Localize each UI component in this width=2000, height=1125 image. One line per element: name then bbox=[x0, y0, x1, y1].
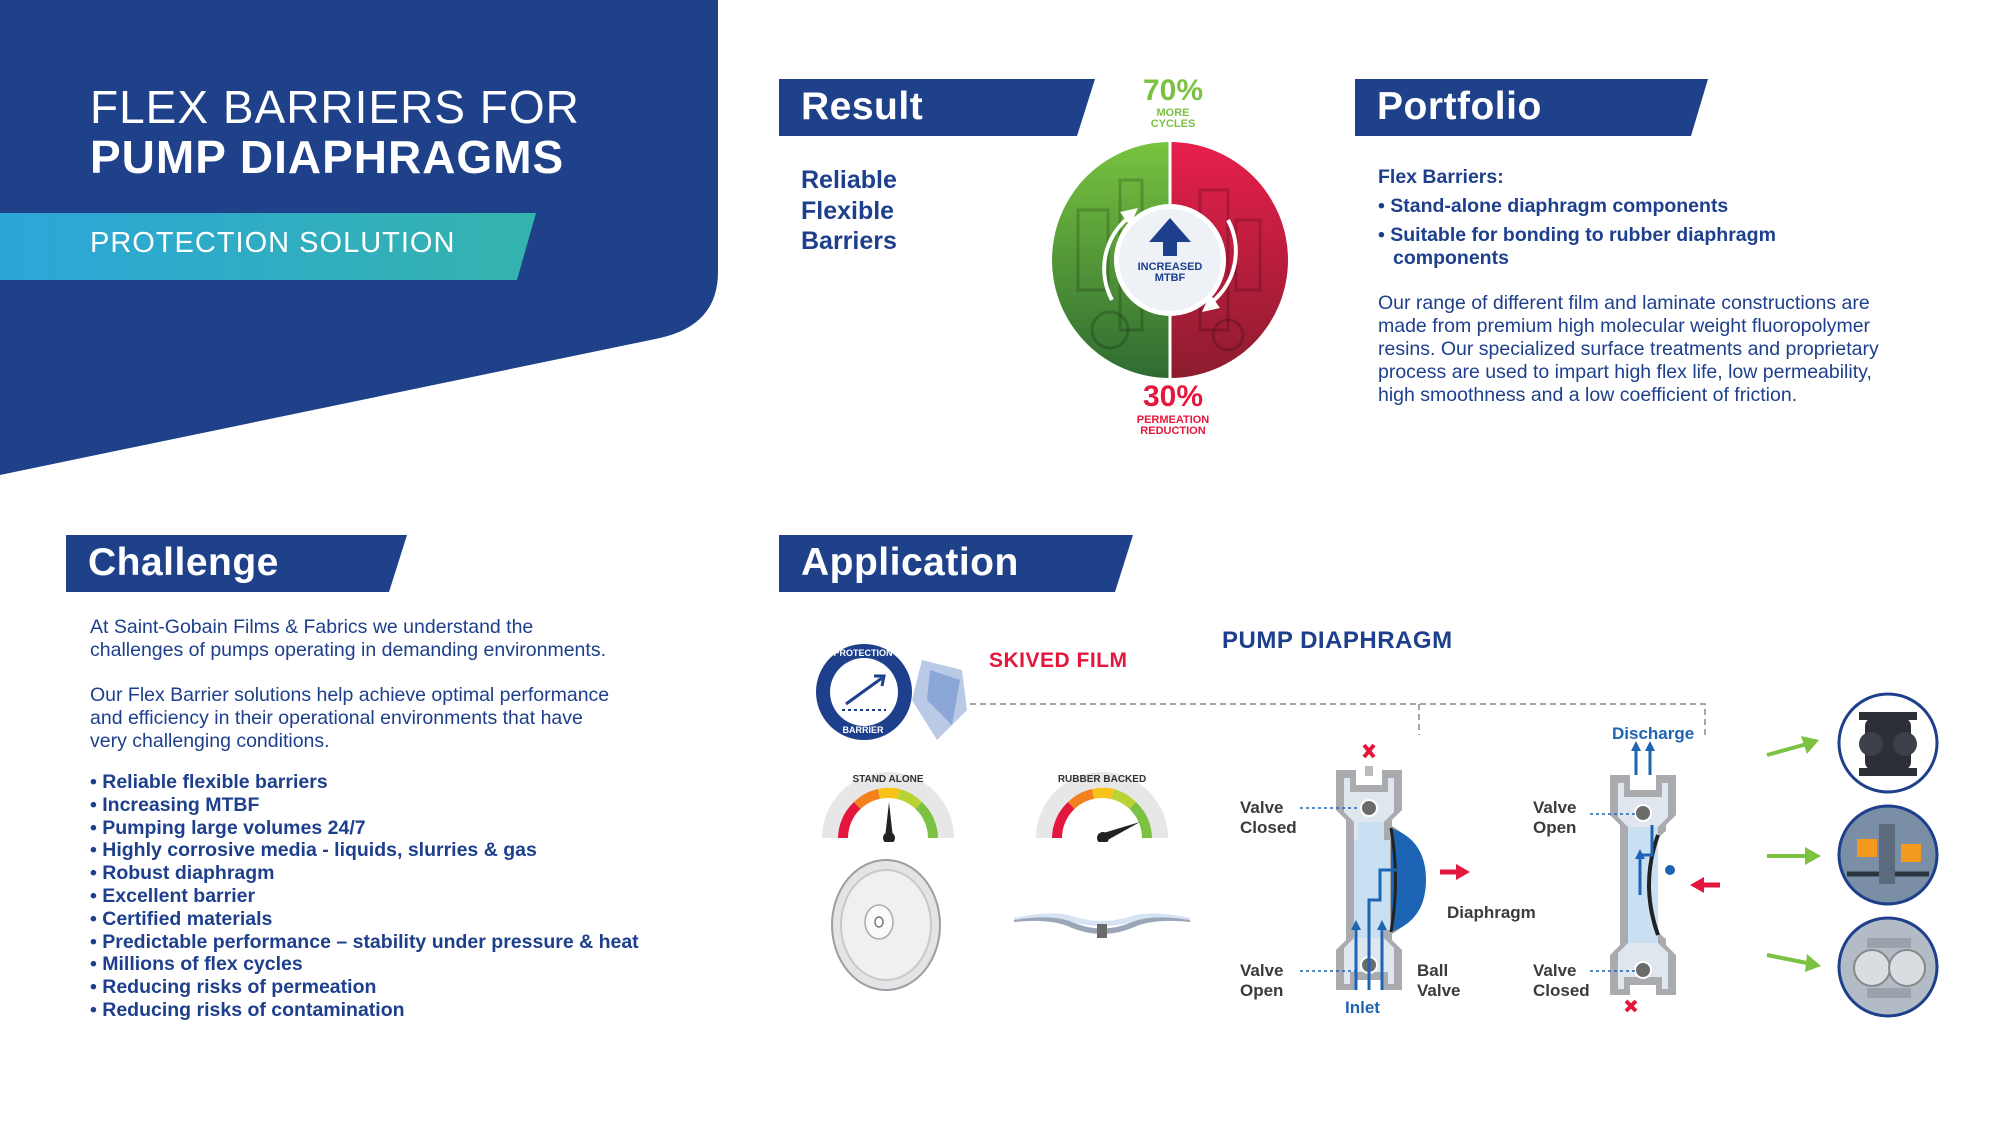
page-subtitle: PROTECTION SOLUTION bbox=[90, 227, 456, 259]
portfolio-body: Our range of different film and laminate constructions are made from premium high molecular weight fluoropolymer resins. Our specialized surface treatments and proprietary process are used to impart high flex life, low permeability, high smoothness and a low coefficient of friction. bbox=[1378, 292, 1879, 406]
application-arrows bbox=[1765, 730, 1825, 980]
stand-alone-diaphragm-image bbox=[830, 858, 942, 992]
result-tagline: Reliable Flexible Barriers bbox=[801, 166, 897, 255]
list-item: • Reducing risks of contamination bbox=[90, 998, 405, 1021]
portfolio-heading: Portfolio bbox=[1355, 79, 1708, 136]
portfolio-bullets: • Stand-alone diaphragm components • Suitable for bonding to rubber diaphragm components bbox=[1378, 195, 1776, 269]
list-item: • Highly corrosive media - liquids, slurries & gas bbox=[90, 839, 537, 862]
list-item: • Predictable performance – stability under pressure & heat bbox=[90, 930, 639, 953]
pump-diagram-discharge bbox=[1590, 735, 1760, 1020]
pump-photo-2 bbox=[1837, 804, 1939, 906]
portfolio-list-title: Flex Barriers: bbox=[1378, 166, 1504, 188]
badge-bottom-text: BARRIER bbox=[842, 725, 884, 735]
valve-closed-left-label: Valve Closed bbox=[1240, 798, 1297, 837]
top-stat-caption: MORE CYCLES bbox=[1150, 107, 1196, 130]
list-item: • Robust diaphragm bbox=[90, 862, 275, 885]
page-title: FLEX BARRIERS FOR PUMP DIAPHRAGMS bbox=[90, 81, 580, 183]
pump-photo-3 bbox=[1837, 916, 1939, 1018]
bottom-stat-caption: PERMEATION REDUCTION bbox=[1136, 414, 1210, 437]
diaphragm-label: Diaphragm bbox=[1447, 903, 1536, 922]
list-item: • Excellent barrier bbox=[90, 884, 256, 907]
list-item: • Pumping large volumes 24/7 bbox=[90, 816, 366, 839]
mtbf-center-label: INCREASED MTBF bbox=[1137, 261, 1203, 284]
valve-closed-right-label: Valve Closed bbox=[1533, 961, 1590, 1000]
list-item: • Increasing MTBF bbox=[90, 793, 260, 816]
application-heading: Application bbox=[779, 535, 1133, 592]
result-heading: Result bbox=[779, 79, 1095, 136]
skived-film-label: SKIVED FILM bbox=[989, 649, 1128, 672]
discharge-label: Discharge bbox=[1612, 724, 1695, 743]
stand-alone-label: STAND ALONE bbox=[852, 774, 924, 785]
challenge-heading: Challenge bbox=[66, 535, 407, 592]
list-item: • Reducing risks of permeation bbox=[90, 976, 377, 999]
connector-lines bbox=[960, 695, 1710, 735]
bottom-stat-value: 30% bbox=[1142, 380, 1204, 413]
rubber-backed-label: RUBBER BACKED bbox=[1057, 774, 1147, 785]
challenge-bullets bbox=[90, 771, 639, 1022]
pump-diaphragm-label: PUMP DIAPHRAGM bbox=[1222, 627, 1453, 654]
ball-valve-label: Ball Valve bbox=[1417, 961, 1461, 1000]
list-item: • Reliable flexible barriers bbox=[90, 771, 328, 793]
valve-open-left-label: Valve Open bbox=[1240, 961, 1284, 1000]
rubber-backed-diaphragm-image bbox=[1012, 900, 1192, 940]
top-stat-value: 70% bbox=[1142, 74, 1204, 107]
list-item: • Millions of flex cycles bbox=[90, 953, 303, 976]
list-item: • Certified materials bbox=[90, 907, 273, 930]
challenge-intro: At Saint-Gobain Films & Fabrics we understand the challenges of pumps operating in demanding environments. Our Flex Barrier solutions help achieve optimal performance and efficiency in their operational environments that have very challenging conditions. bbox=[90, 616, 610, 752]
badge-top-text: PROTECTION bbox=[833, 648, 893, 658]
inlet-label: Inlet bbox=[1345, 998, 1380, 1017]
valve-open-right-label: Valve Open bbox=[1533, 798, 1577, 837]
mtbf-cycle-graphic bbox=[1050, 140, 1290, 380]
pump-photo-1 bbox=[1837, 692, 1939, 794]
